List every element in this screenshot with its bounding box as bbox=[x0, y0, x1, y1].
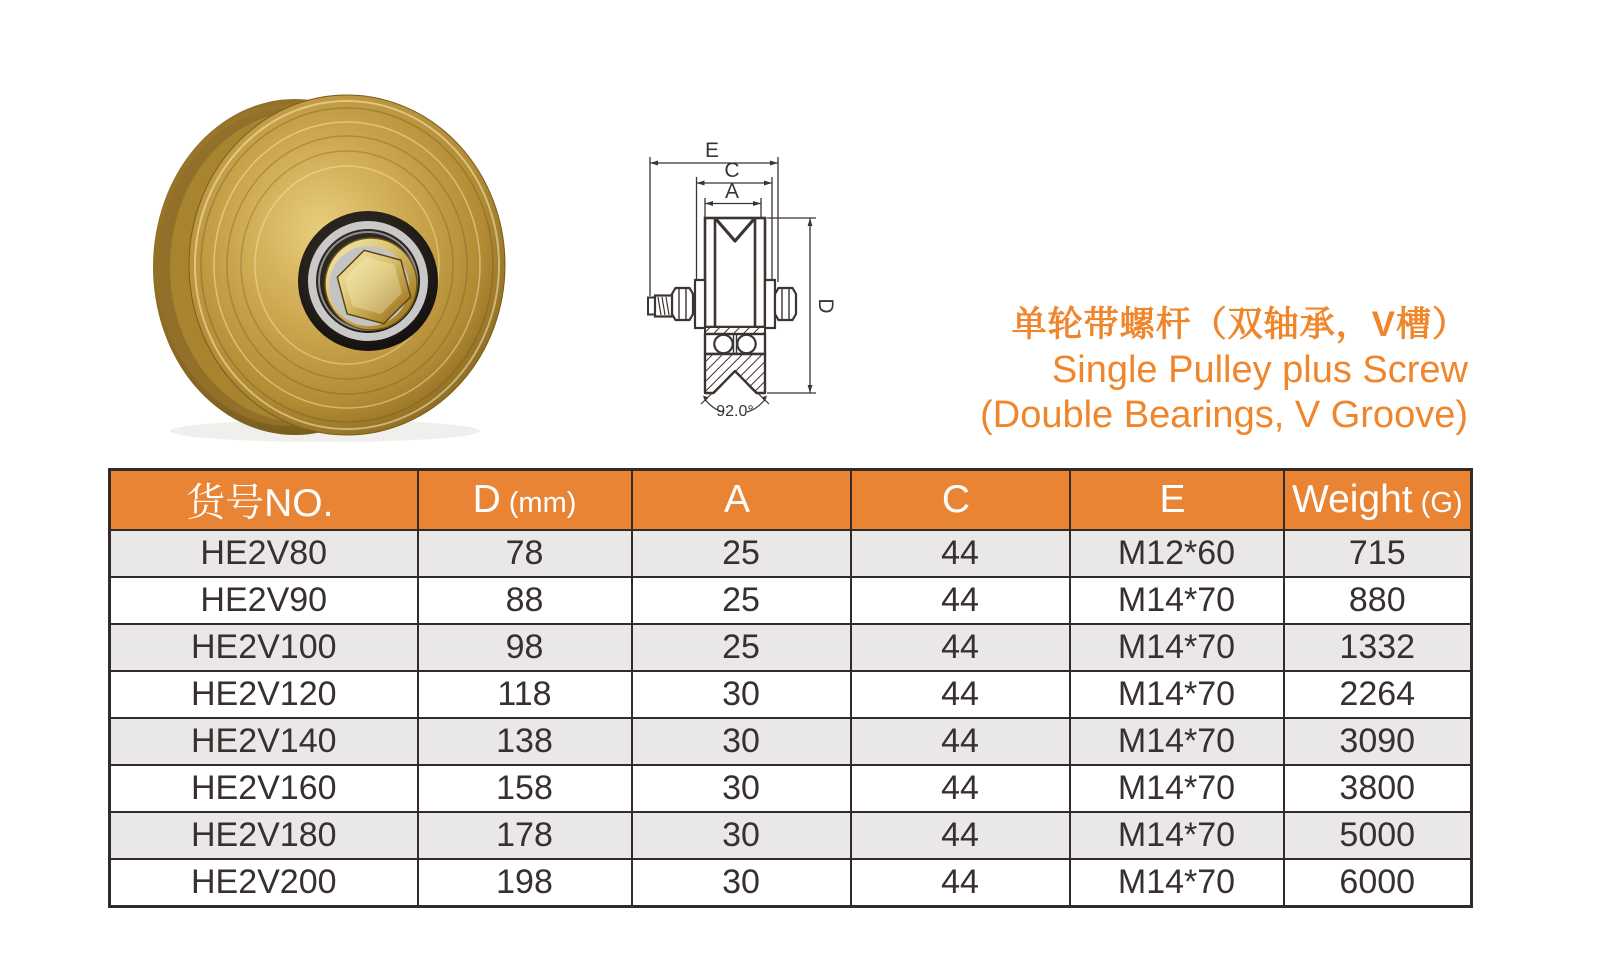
dim-label-c: C bbox=[724, 159, 740, 182]
table-cell: 118 bbox=[418, 671, 632, 718]
table-cell: HE2V180 bbox=[110, 812, 418, 859]
table-cell: 3090 bbox=[1284, 718, 1472, 765]
table-cell: HE2V90 bbox=[110, 577, 418, 624]
table-cell: 30 bbox=[632, 765, 851, 812]
table-cell: 178 bbox=[418, 812, 632, 859]
table-cell: 5000 bbox=[1284, 812, 1472, 859]
table-cell: 138 bbox=[418, 718, 632, 765]
table-cell: 88 bbox=[418, 577, 632, 624]
product-photo bbox=[140, 85, 520, 445]
table-row bbox=[110, 718, 1472, 765]
table-cell: M14*70 bbox=[1070, 671, 1284, 718]
table-cell: HE2V140 bbox=[110, 718, 418, 765]
dimension-diagram bbox=[600, 110, 940, 450]
table-row bbox=[110, 530, 1472, 577]
table-cell: HE2V160 bbox=[110, 765, 418, 812]
table-cell: 44 bbox=[851, 577, 1070, 624]
table-cell: 25 bbox=[632, 577, 851, 624]
table-cell: 30 bbox=[632, 859, 851, 907]
column-header-d: D (mm) bbox=[418, 470, 632, 531]
table-cell: 44 bbox=[851, 812, 1070, 859]
table-row bbox=[110, 859, 1472, 907]
dim-label-d: D bbox=[814, 298, 837, 314]
table-cell: 30 bbox=[632, 812, 851, 859]
table-cell: 78 bbox=[418, 530, 632, 577]
spec-table-section bbox=[108, 468, 1470, 908]
product-title-en-line1: Single Pulley plus Screw bbox=[1051, 349, 1468, 391]
table-cell: 715 bbox=[1284, 530, 1472, 577]
table-cell: 25 bbox=[632, 530, 851, 577]
spec-table-body bbox=[110, 530, 1472, 907]
table-cell: HE2V200 bbox=[110, 859, 418, 907]
table-cell: M14*70 bbox=[1070, 859, 1284, 907]
product-title-zh: 单轮带螺杆（双轴承，V槽） bbox=[1011, 305, 1468, 344]
table-header-row bbox=[110, 470, 1472, 531]
table-cell: 44 bbox=[851, 530, 1070, 577]
table-cell: 30 bbox=[632, 671, 851, 718]
column-header-a: A bbox=[632, 470, 851, 531]
product-title-en-line2: (Double Bearings, V Groove) bbox=[980, 394, 1468, 436]
table-cell: 44 bbox=[851, 859, 1070, 907]
pulley-photo-image bbox=[140, 85, 520, 445]
column-header-weight: Weight (G) bbox=[1284, 470, 1472, 531]
table-cell: M12*60 bbox=[1070, 530, 1284, 577]
table-cell: M14*70 bbox=[1070, 718, 1284, 765]
table-row bbox=[110, 577, 1472, 624]
table-row bbox=[110, 812, 1472, 859]
table-cell: 44 bbox=[851, 624, 1070, 671]
spec-table bbox=[108, 468, 1473, 908]
table-cell: 44 bbox=[851, 718, 1070, 765]
table-row bbox=[110, 765, 1472, 812]
table-cell: 198 bbox=[418, 859, 632, 907]
table-cell: 25 bbox=[632, 624, 851, 671]
table-cell: 880 bbox=[1284, 577, 1472, 624]
table-cell: 98 bbox=[418, 624, 632, 671]
table-cell: 3800 bbox=[1284, 765, 1472, 812]
table-cell: HE2V120 bbox=[110, 671, 418, 718]
table-cell: HE2V80 bbox=[110, 530, 418, 577]
table-cell: 1332 bbox=[1284, 624, 1472, 671]
groove-angle-label: 92.0° bbox=[716, 403, 754, 420]
table-cell: 158 bbox=[418, 765, 632, 812]
table-cell: 2264 bbox=[1284, 671, 1472, 718]
table-cell: M14*70 bbox=[1070, 624, 1284, 671]
table-cell: M14*70 bbox=[1070, 577, 1284, 624]
column-header-c: C bbox=[851, 470, 1070, 531]
dim-label-a: A bbox=[724, 180, 740, 203]
table-cell: 44 bbox=[851, 765, 1070, 812]
column-header-e: E bbox=[1070, 470, 1284, 531]
table-cell: 44 bbox=[851, 671, 1070, 718]
table-cell: HE2V100 bbox=[110, 624, 418, 671]
table-cell: M14*70 bbox=[1070, 765, 1284, 812]
table-row bbox=[110, 671, 1472, 718]
table-cell: 6000 bbox=[1284, 859, 1472, 907]
table-cell: M14*70 bbox=[1070, 812, 1284, 859]
table-row bbox=[110, 624, 1472, 671]
product-title-block bbox=[980, 301, 1468, 438]
dim-label-e: E bbox=[704, 139, 720, 162]
table-cell: 30 bbox=[632, 718, 851, 765]
column-header-item-no: 货号NO. bbox=[110, 470, 418, 531]
